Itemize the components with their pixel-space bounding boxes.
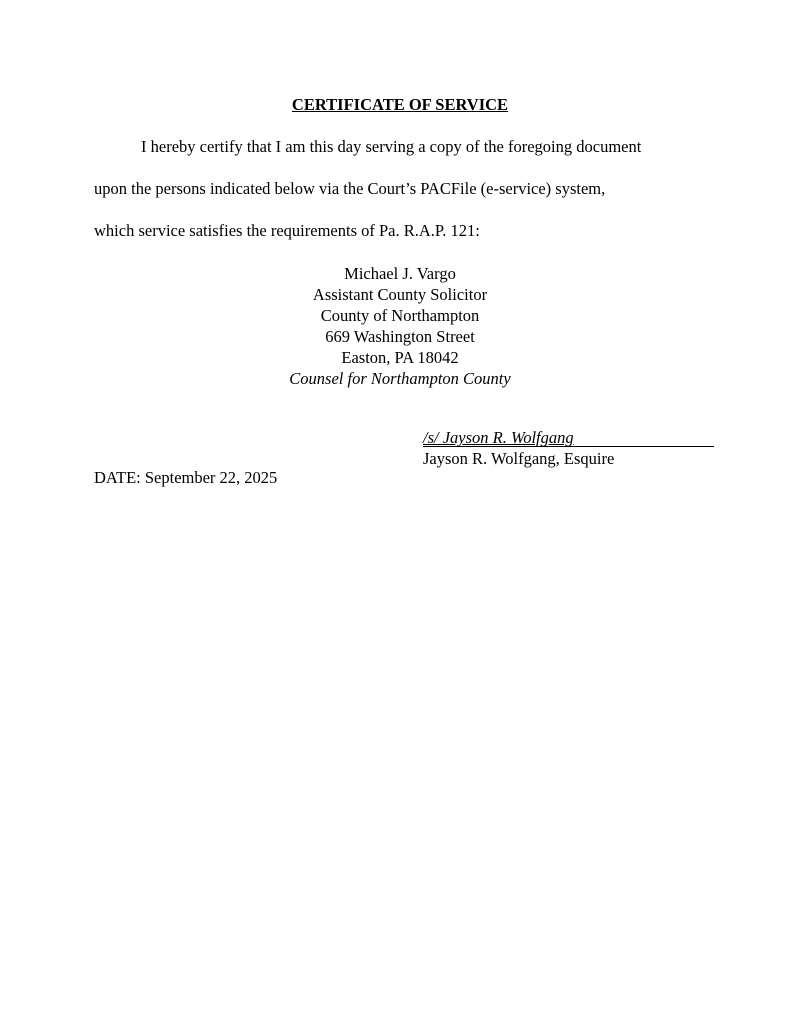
certification-line-3: which service satisfies the requirements of Pa. R.A.P. 121:	[94, 221, 480, 240]
recipient-name: Michael J. Vargo	[344, 264, 456, 283]
recipient-city-state-zip: Easton, PA 18042	[341, 348, 459, 367]
signature-block	[423, 427, 714, 469]
certificate-title: CERTIFICATE OF SERVICE	[291, 95, 509, 114]
certification-line-1: I hereby certify that I am this day serving a copy of the foregoing document	[141, 137, 642, 156]
date-line: DATE: September 22, 2025	[94, 468, 278, 487]
signature-line	[423, 427, 714, 447]
recipient-organization: County of Northampton	[320, 306, 480, 325]
certification-line-2: upon the persons indicated below via the Court’s PACFile (e-service) system,	[94, 179, 606, 198]
electronic-signature: /s/ Jayson R. Wolfgang	[423, 428, 574, 447]
signer-printed-name: Jayson R. Wolfgang, Esquire	[423, 449, 615, 468]
recipient-street: 669 Washington Street	[325, 327, 475, 346]
recipient-address-block	[0, 263, 800, 389]
recipient-role: Counsel for Northampton County	[289, 369, 511, 388]
recipient-title: Assistant County Solicitor	[312, 285, 488, 304]
